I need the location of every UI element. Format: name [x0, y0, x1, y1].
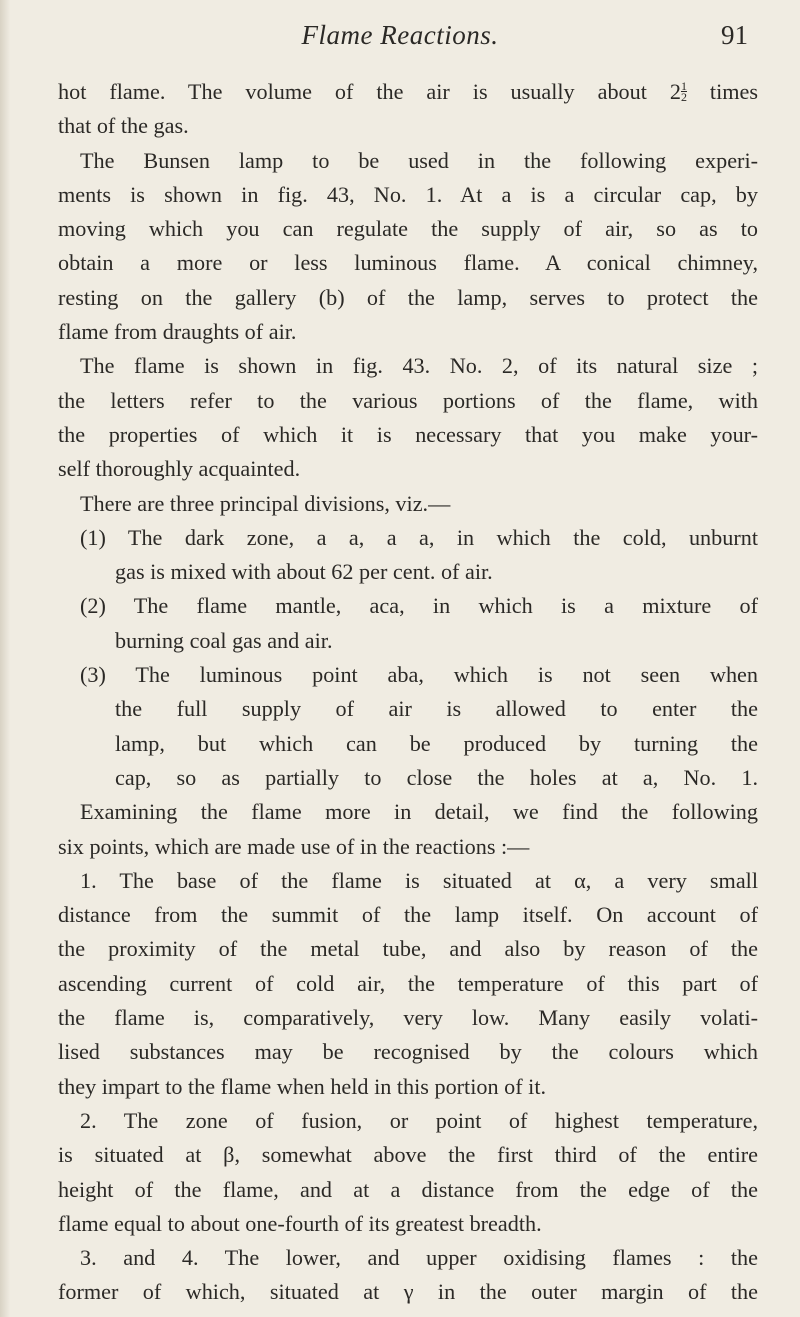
text-line: flame equal to about one-fourth of its greatest breadth.	[58, 1210, 542, 1236]
text-line: Examining the flame more in detail, we find the following	[80, 799, 758, 825]
text-line: The Bunsen lamp to be used in the following experi-	[80, 147, 758, 173]
text-line: they impart to the flame when held in this portion of it.	[58, 1073, 547, 1099]
page-number: 91	[721, 20, 748, 50]
list-item-line: gas is mixed with about 62 per cent. of air.	[115, 559, 493, 585]
text-line: is situated at β, somewhat above the first third of the entire	[58, 1142, 758, 1168]
fraction-numerator: 1	[680, 79, 687, 93]
text-line: six points, which are made use of in the reactions :—	[58, 833, 530, 859]
running-title: Flame Reactions.	[301, 20, 499, 50]
text-line: lised substances may be recognised by the colours which	[58, 1039, 758, 1065]
text-line: 1. The base of the flame is situated at α, a very small	[80, 867, 758, 893]
text-line: 2. The zone of fusion, or point of highest temperature,	[80, 1107, 758, 1133]
page-binding-edge	[0, 0, 10, 1317]
text-line: that of the gas.	[58, 113, 189, 139]
text-line: the flame is, comparatively, very low. Many easily volati-	[58, 1005, 758, 1031]
text-line: flame from draughts of air.	[58, 319, 297, 345]
list-item-line: burning coal gas and air.	[115, 627, 333, 653]
text-line: ments is shown in fig. 43, No. 1. At a is a circular cap, by	[58, 181, 758, 207]
text-line: distance from the summit of the lamp itself. On account of	[58, 902, 758, 928]
list-item-line: lamp, but which can be produced by turning the	[115, 730, 758, 756]
text-line	[58, 75, 758, 109]
text-line: the proximity of the metal tube, and also by reason of the	[58, 936, 758, 962]
text-line: former of which, situated at γ in the outer margin of the	[58, 1279, 758, 1305]
text-line: resting on the gallery (b) of the lamp, serves to protect the	[58, 284, 758, 310]
text-line: the letters refer to the various portions of the flame, with	[58, 387, 758, 413]
body-text	[58, 75, 758, 1310]
text-line: moving which you can regulate the supply of air, so as to	[58, 216, 758, 242]
text-segment: hot flame. The volume of the air is usually about 2	[58, 79, 681, 104]
list-item-line: (1) The dark zone, a a, a a, in which the cold, unburnt	[80, 524, 758, 550]
text-line: 3. and 4. The lower, and upper oxidising flames : the	[80, 1245, 758, 1271]
text-line: There are three principal divisions, viz.—	[80, 490, 451, 516]
text-line: The flame is shown in fig. 43. No. 2, of its natural size ;	[80, 353, 758, 379]
text-line: self thoroughly acquainted.	[58, 456, 301, 482]
text-line: height of the flame, and at a distance from the edge of the	[58, 1176, 758, 1202]
text-line: the properties of which it is necessary that you make your-	[58, 421, 758, 447]
page-header	[0, 14, 800, 54]
list-item-line: cap, so as partially to close the holes at a, No. 1.	[115, 764, 758, 790]
text-segment: times	[686, 79, 758, 104]
text-line: ascending current of cold air, the temperature of this part of	[58, 970, 758, 996]
list-item-line: (2) The flame mantle, aca, in which is a mixture of	[80, 593, 758, 619]
fraction-denominator: 2	[680, 90, 687, 104]
list-item-line: (3) The luminous point aba, which is not seen when	[80, 662, 758, 688]
list-item-line: the full supply of air is allowed to enter the	[115, 696, 758, 722]
text-line: obtain a more or less luminous flame. A conical chimney,	[58, 250, 758, 276]
